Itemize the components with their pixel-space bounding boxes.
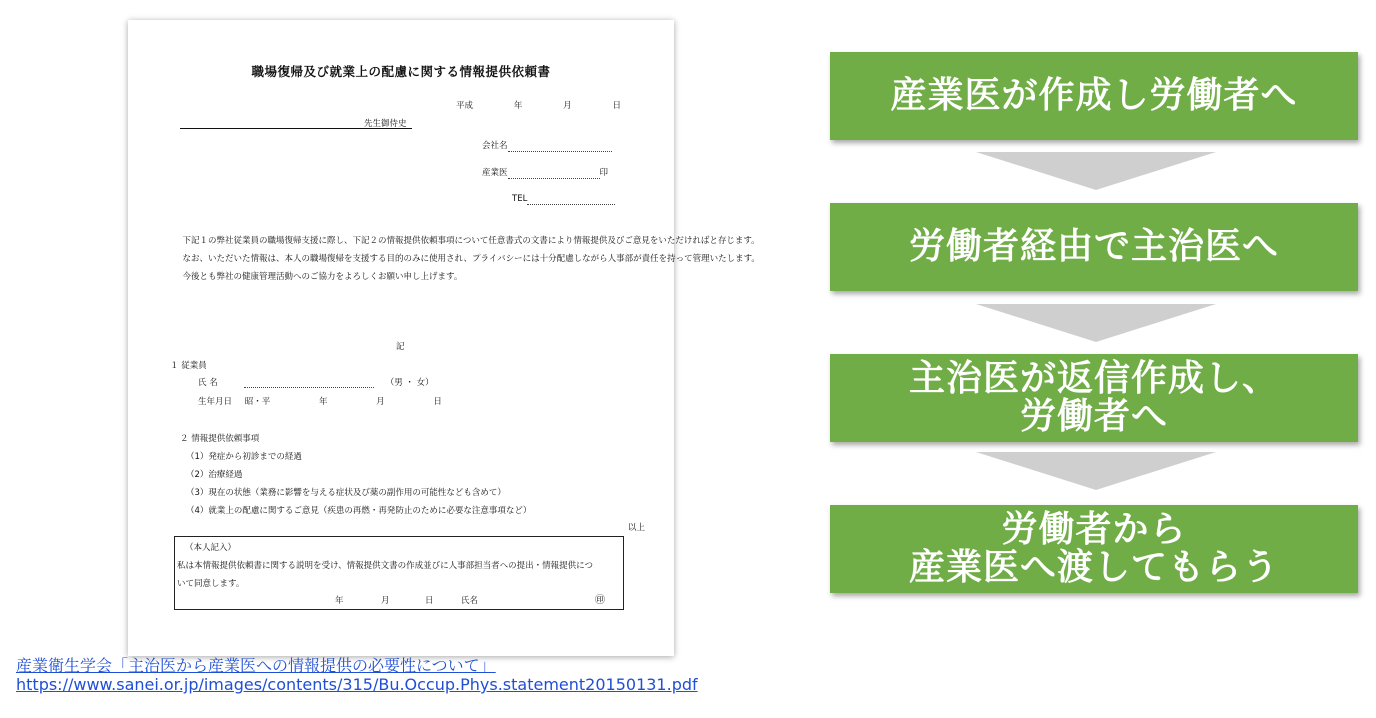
- date-day: 日: [612, 101, 621, 111]
- flow-step-4-label: 労働者から 産業医へ渡してもらう: [908, 509, 1279, 588]
- citation-title-link[interactable]: 産業衛生学会「主治医から産業医への情報提供の必要性について」: [16, 656, 496, 675]
- document-body: [174, 232, 760, 286]
- date-year: 年: [513, 101, 523, 111]
- company-dotline: [508, 142, 612, 152]
- citation-url-link[interactable]: https://www.sanei.or.jp/images/contents/315/Bu.Occup.Phys.statement20150131.pdf: [16, 675, 698, 694]
- ijo-label: 以上: [628, 523, 646, 533]
- tel-dotline: [527, 195, 615, 205]
- consent-day: 日: [425, 596, 434, 606]
- document-date: [456, 101, 621, 112]
- tel-label: TEL: [512, 194, 528, 204]
- section1-heading: １ 従業員: [170, 361, 207, 371]
- flow-step-3-label: 主治医が返信作成し、 労働者へ: [908, 358, 1279, 437]
- birth-era: 昭・平: [244, 397, 271, 407]
- body-paragraph: なお、いただいた情報は、本人の職場復帰を支援する目的のみに使用され、プライバシーには十分配慮しながら人事部が責任を持って管理いたします。: [174, 254, 760, 264]
- sex-choice: （男 ・ 女）: [385, 378, 434, 388]
- section2-heading: ２ 情報提供依頼事項: [180, 434, 260, 444]
- birth-month: 月: [376, 397, 385, 407]
- doctor-dotline: [508, 169, 600, 179]
- company-field: [482, 141, 612, 152]
- doctor-label: 産業医: [482, 168, 508, 178]
- request-item: （1）発症から初診までの経過: [186, 452, 302, 462]
- down-arrow-icon: [976, 304, 1216, 342]
- body-paragraph: 下記１の弊社従業員の職場復帰支援に際し、下記２の情報提供依頼事項について任意書式の文書により情報提供及びご意見をいただければと存じます。: [174, 236, 760, 246]
- birth-year: 年: [318, 397, 328, 407]
- tel-field: [512, 194, 615, 205]
- flow-step-3: [830, 354, 1358, 442]
- consent-heading: （本人記入）: [185, 543, 237, 553]
- company-label: 会社名: [482, 141, 508, 151]
- employee-name-row: [198, 378, 434, 389]
- addressee: 先生御侍史: [364, 119, 407, 129]
- birth-label: 生年月日: [198, 397, 233, 407]
- birthdate-row: [198, 397, 442, 408]
- consent-seal: ㊞: [595, 595, 605, 606]
- request-form-document: [128, 20, 760, 656]
- flow-step-2: [830, 203, 1358, 291]
- request-item: （4）就業上の配慮に関するご意見（疾患の再燃・再発防止のために必要な注意事項など）: [186, 506, 532, 516]
- name-dotline: [244, 378, 374, 388]
- consent-name-label: 氏名: [461, 596, 479, 606]
- body-paragraph: 今後とも弊社の健康管理活動へのご協力をよろしくお願い申し上げます。: [174, 272, 463, 282]
- date-era: 平成: [456, 101, 474, 111]
- request-item: （3）現在の状態（業務に影響を与える症状及び薬の副作用の可能性なども含めて）: [186, 488, 506, 498]
- birth-day: 日: [433, 397, 442, 407]
- down-arrow-icon: [976, 452, 1216, 490]
- request-item: （2）治療経過: [186, 470, 243, 480]
- flow-step-4: [830, 505, 1358, 593]
- consent-box: [174, 536, 624, 610]
- date-month: 月: [563, 101, 572, 111]
- flow-step-1-label: 産業医が作成し労働者へ: [890, 75, 1298, 116]
- consent-text-line1: 私は本情報提供依頼書に関する説明を受け、情報提供文書の作成並びに人事部担当者への提出・情報提供につ: [177, 561, 593, 571]
- doctor-seal: 印: [599, 168, 609, 178]
- flow-step-1: [830, 52, 1358, 140]
- ki-label: 記: [396, 342, 405, 352]
- consent-month: 月: [381, 596, 390, 606]
- consent-year: 年: [335, 596, 344, 606]
- consent-text-line2: いて同意します。: [177, 579, 245, 589]
- document-title: 職場復帰及び就業上の配慮に関する情報提供依頼書: [251, 64, 551, 79]
- name-label: 氏 名: [198, 378, 218, 388]
- down-arrow-icon: [976, 152, 1216, 190]
- doctor-field: [482, 168, 608, 179]
- flow-step-2-label: 労働者経由で主治医へ: [908, 226, 1279, 267]
